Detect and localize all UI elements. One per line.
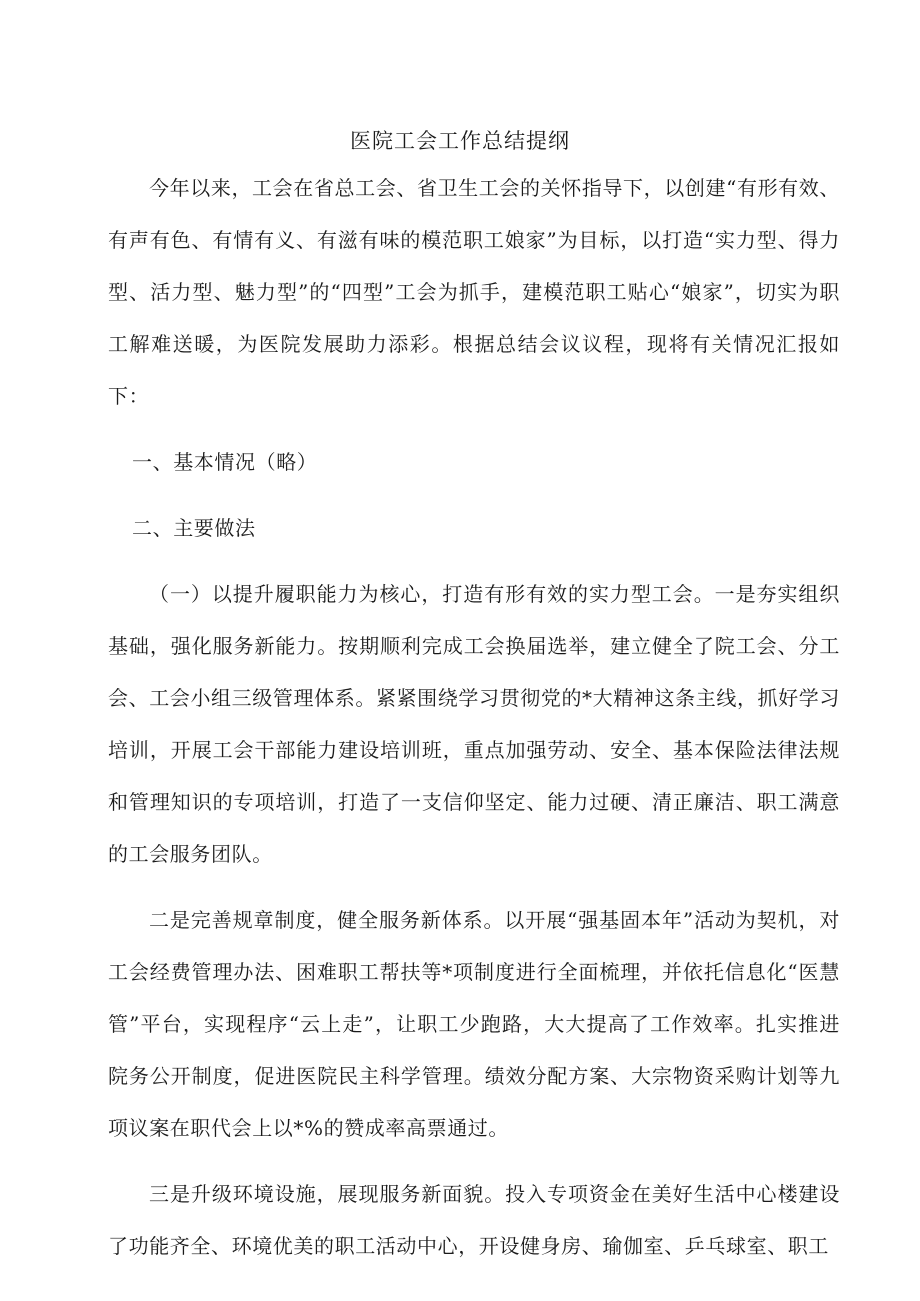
section-heading-main-practices: 二、主要做法 [132,516,256,540]
paragraph-gap [108,554,840,568]
practice-paragraph-3: 三是升级环境设施，展现服务新面貌。投入专项资金在美好生活中心楼建设了功能齐全、环境优美的职工活动中心，开设健身房、瑜伽室、乒乓球室、职工 [108,1182,840,1258]
practice-paragraph-1: （一）以提升履职能力为核心，打造有形有效的实力型工会。一是夯实组织基础，强化服务新能力。按期顺利完成工会换届选举，建立健全了院工会、分工会、工会小组三级管理体系。紧紧围绕学习贯彻党的*大精神这条主线，抓好学习培训，开展工会干部能力建设培训班，重点加强劳动、安全、基本保险法律法规和管理知识的专项培训，打造了一支信仰坚定、能力过硬、清正廉洁、职工满意的工会服务团队。 [108,582,840,866]
practice-paragraph-2: 二是完善规章制度，健全服务新体系。以开展“强基固本年”活动为契机，对工会经费管理办法、困难职工帮扶等*项制度进行全面梳理，并依托信息化“医慧管”平台，实现程序“云上走”，让职工少跑路，大大提高了工作效率。扎实推进院务公开制度，促进医院民主科学管理。绩效分配方案、大宗物资采购计划等九项议案在职代会上以*%的赞成率高票通过。 [108,908,840,1140]
paragraph-gap [108,1154,840,1168]
paragraph-gap [108,422,840,436]
intro-paragraph: 今年以来，工会在省总工会、省卫生工会的关怀指导下，以创建“有形有效、有声有色、有情有义、有滋有味的模范职工娘家”为目标，以打造“实力型、得力型、活力型、魅力型”的“四型”工会为抓手，建模范职工贴心“娘家”，切实为职工解难送暖，为医院发展助力添彩。根据总结会议议程，现将有关情况汇报如下： [108,176,840,408]
document-body [108,162,840,1272]
paragraph-gap [108,880,840,894]
paragraph-gap [108,488,840,502]
section-heading-basic: 一、基本情况（略） [132,450,318,474]
document-title: 医院工会工作总结提纲 [350,129,570,153]
